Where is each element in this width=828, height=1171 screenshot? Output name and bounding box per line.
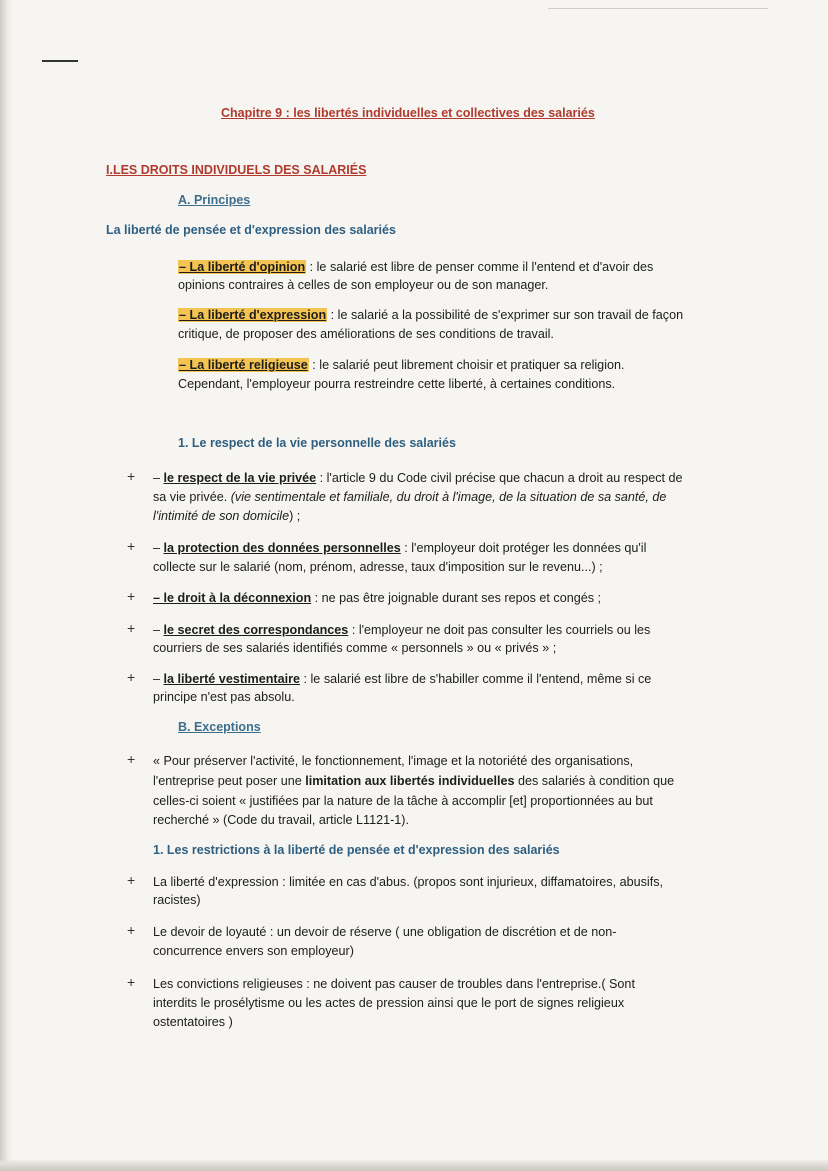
- expression-line1: – La liberté d'expression : le salarié a la possibilité de s'exprimer sur son travail de façon: [179, 308, 684, 322]
- vie-privee-term: le respect de la vie privée: [163, 471, 317, 485]
- vie-privee-line1: – le respect de la vie privée : l'article 9 du Code civil précise que chacun a droit au respect de: [153, 471, 683, 485]
- restriction-religion-line2: interdits le prosélytisme ou les actes de pression ainsi que le port de signes religieux: [153, 996, 625, 1010]
- bullet-plus: +: [127, 974, 136, 990]
- subsection-b-heading: B. Exceptions: [178, 720, 261, 734]
- restriction-religion-line3: ostentatoires ): [153, 1015, 233, 1029]
- expression-term: – La liberté d'expression: [179, 308, 327, 322]
- subsection-a-heading: A. Principes: [178, 193, 251, 207]
- chapter-title: Chapitre 9 : les libertés individuelles et collectives des salariés: [221, 106, 595, 120]
- exceptions-line4: recherché » (Code du travail, article L1121-1).: [153, 813, 409, 827]
- bullet-plus: +: [127, 538, 136, 554]
- respect-heading: 1. Le respect de la vie personnelle des salariés: [178, 436, 456, 450]
- opinion-line2: opinions contraires à celles de son employeur ou de son manager.: [178, 278, 549, 292]
- exceptions-line3: celles-ci soient « justifiées par la nature de la tâche à accomplir [et] proportionnées au but: [153, 794, 653, 808]
- margin-dash: [42, 60, 78, 62]
- religieuse-line2: Cependant, l'employeur pourra restreindre cette liberté, à certaines conditions.: [178, 377, 616, 391]
- vie-privee-line3: l'intimité de son domicile) ;: [153, 509, 301, 523]
- correspondances-term: le secret des correspondances: [163, 623, 349, 637]
- exceptions-line1: « Pour préserver l'activité, le fonctionnement, l'image et la notoriété des organisations,: [153, 754, 634, 768]
- liberte-heading: La liberté de pensée et d'expression des salariés: [106, 223, 396, 237]
- paper-mark-line: [548, 8, 768, 9]
- vestimentaire-line1: – la liberté vestimentaire : le salarié est libre de s'habiller comme il l'entend, même si ce: [153, 672, 652, 686]
- donnees-line2: collecte sur le salarié (nom, prénom, adresse, taux d'imposition sur le revenu...) ;: [153, 560, 603, 574]
- exceptions-line2: l'entreprise peut poser une limitation aux libertés individuelles des salariés à condition que: [153, 774, 675, 788]
- bullet-plus: +: [127, 922, 136, 938]
- restriction-expression-line2: racistes): [153, 893, 201, 907]
- correspondances-line2: courriers de ses salariés identifiés comme « personnels » ou « privés » ;: [153, 641, 557, 655]
- religieuse-line1: – La liberté religieuse : le salarié peut librement choisir et pratiquer sa religion.: [179, 358, 625, 372]
- restriction-loyaute-line1: Le devoir de loyauté : un devoir de réserve ( une obligation de discrétion et de non-: [153, 925, 617, 939]
- restriction-loyaute-line2: concurrence envers son employeur): [153, 944, 354, 958]
- opinion-line1: – La liberté d'opinion : le salarié est libre de penser comme il l'entend et d'avoir des: [179, 260, 654, 274]
- expression-line2: critique, de proposer des améliorations de ses conditions de travail.: [178, 327, 554, 341]
- deconnexion-line: – le droit à la déconnexion : ne pas être joignable durant ses repos et congés ;: [153, 591, 602, 605]
- bullet-plus: +: [127, 669, 136, 685]
- deconnexion-term: – le droit à la déconnexion: [153, 591, 312, 605]
- correspondances-line1: – le secret des correspondances : l'employeur ne doit pas consulter les courriels ou les: [153, 623, 651, 637]
- restriction-expression-line1: La liberté d'expression : limitée en cas d'abus. (propos sont injurieux, diffamatoires, abusifs,: [153, 875, 663, 889]
- bullet-plus: +: [127, 872, 136, 888]
- donnees-term: la protection des données personnelles: [163, 541, 401, 555]
- page-edge-bottom: [0, 1159, 828, 1171]
- vestimentaire-line2: principe n'est pas absolu.: [153, 690, 295, 704]
- section-heading-i: I.LES DROITS INDIVIDUELS DES SALARIÉS: [106, 163, 367, 177]
- religieuse-term: – La liberté religieuse: [179, 358, 308, 372]
- restriction-religion-line1: Les convictions religieuses : ne doivent pas causer de troubles dans l'entreprise.( Sont: [153, 977, 635, 991]
- bullet-plus: +: [127, 751, 136, 767]
- bullet-plus: +: [127, 468, 136, 484]
- restrictions-heading: 1. Les restrictions à la liberté de pensée et d'expression des salariés: [153, 843, 560, 857]
- vie-privee-line2: sa vie privée. (vie sentimentale et familiale, du droit à l'image, de la situation de sa santé, de: [153, 490, 667, 504]
- page-edge-left: [0, 0, 12, 1171]
- bullet-plus: +: [127, 588, 136, 604]
- donnees-line1: – la protection des données personnelles : l'employeur doit protéger les données qu'il: [153, 541, 647, 555]
- opinion-term: – La liberté d'opinion: [179, 260, 306, 274]
- vestimentaire-term: la liberté vestimentaire: [163, 672, 301, 686]
- bullet-plus: +: [127, 620, 136, 636]
